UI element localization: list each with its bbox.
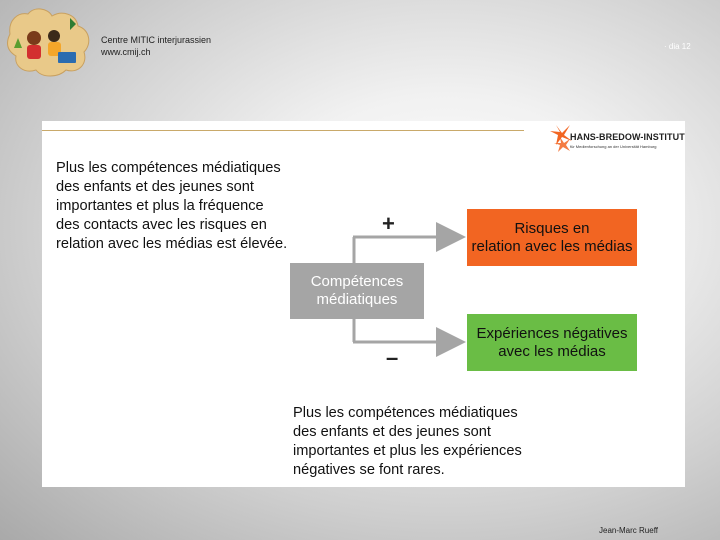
negative-experience-box: Expériences négatives avec les médias	[467, 314, 637, 371]
plus-sign: +	[382, 211, 395, 236]
institute-name: HANS-BREDOW-INSTITUT	[570, 132, 685, 142]
website-link[interactable]: www.cmij.ch	[101, 47, 151, 57]
statement-top: Plus les compétences médiatiques des enfants et des jeunes sont importantes et plus la fréquence des contacts avec les risques en relation avec les médias est élevée.	[56, 160, 288, 252]
author-name: Jean-Marc Rueff	[599, 526, 658, 535]
organization-name: Centre MITIC interjurassien	[101, 35, 212, 45]
slide-number: · dia 12	[664, 42, 691, 51]
slide-image	[42, 121, 685, 487]
cmij-logo	[4, 4, 96, 80]
media-risk-box: Risques en relation avec les médias	[467, 209, 637, 266]
minus-sign: –	[386, 345, 399, 370]
organization-info	[101, 34, 211, 58]
media-competence-box: Compétences médiatiques	[290, 263, 424, 319]
institute-subtitle: für Medienforschung an der Universität Hamburg	[570, 144, 657, 149]
statement-bottom: Plus les compétences médiatiques des enfants et des jeunes sont importantes et plus les expériences négatives se font rares.	[293, 405, 522, 478]
